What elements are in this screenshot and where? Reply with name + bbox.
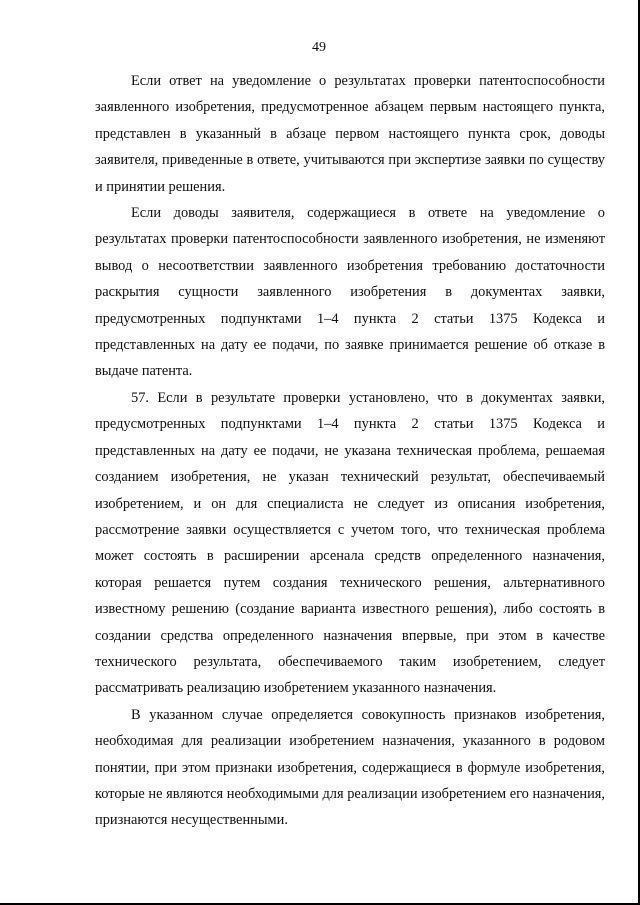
- paragraph-57-technical-problem: 57. Если в результате проверки установлено, что в документах заявки, предусмотренных подпунктами 1–4 пункта 2 статьи 1375 Кодекса и представленных на дату ее подачи, не указана техническая проблема, решаемая созданием изобретения, не указан технический результат, обеспечиваемый изобретением, и он для специалиста не следует из описания изобретения, рассмотрение заявки осуществляется с учетом того, что техническая проблема может состоять в расширении арсенала средств определенного назначения, которая решается путем создания технического решения, альтернативного известному решению (создание варианта известного решения), либо состоять в создании средства определенного назначения впервые, при этом в качестве технического результата, обеспечиваемого таким изобретением, следует рассматривать реализацию изобретением указанного назначения.: [95, 389, 605, 697]
- document-body: [95, 68, 605, 834]
- paragraph-refusal-decision: Если доводы заявителя, содержащиеся в ответе на уведомление о результатах проверки патентоспособности заявленного изобретения, не изменяют вывод о несоответствии заявленного изобретения требованию достаточности раскрытия сущности заявленного изобретения в документах заявки, предусмотренных подпунктами 1–4 пункта 2 статьи 1375 Кодекса и представленных на дату ее подачи, по заявке принимается решение об отказе в выдаче патента.: [95, 205, 605, 380]
- paragraph-response-deadline: Если ответ на уведомление о результатах проверки патентоспособности заявленного изобретения, предусмотренное абзацем первым настоящего пункта, представлен в указанный в абзаце первом настоящего пункта срок, доводы заявителя, приведенные в ответе, учитываются при экспертизе заявки по существу и принятии решения.: [95, 73, 605, 195]
- paragraph-essential-features: В указанном случае определяется совокупность признаков изобретения, необходимая для реализации изобретением назначения, указанного в родовом понятии, при этом признаки изобретения, содержащиеся в формуле изобретения, которые не являются необходимыми для реализации изобретением его назначения, признаются несущественными.: [95, 706, 605, 829]
- page-number: 49: [312, 40, 326, 55]
